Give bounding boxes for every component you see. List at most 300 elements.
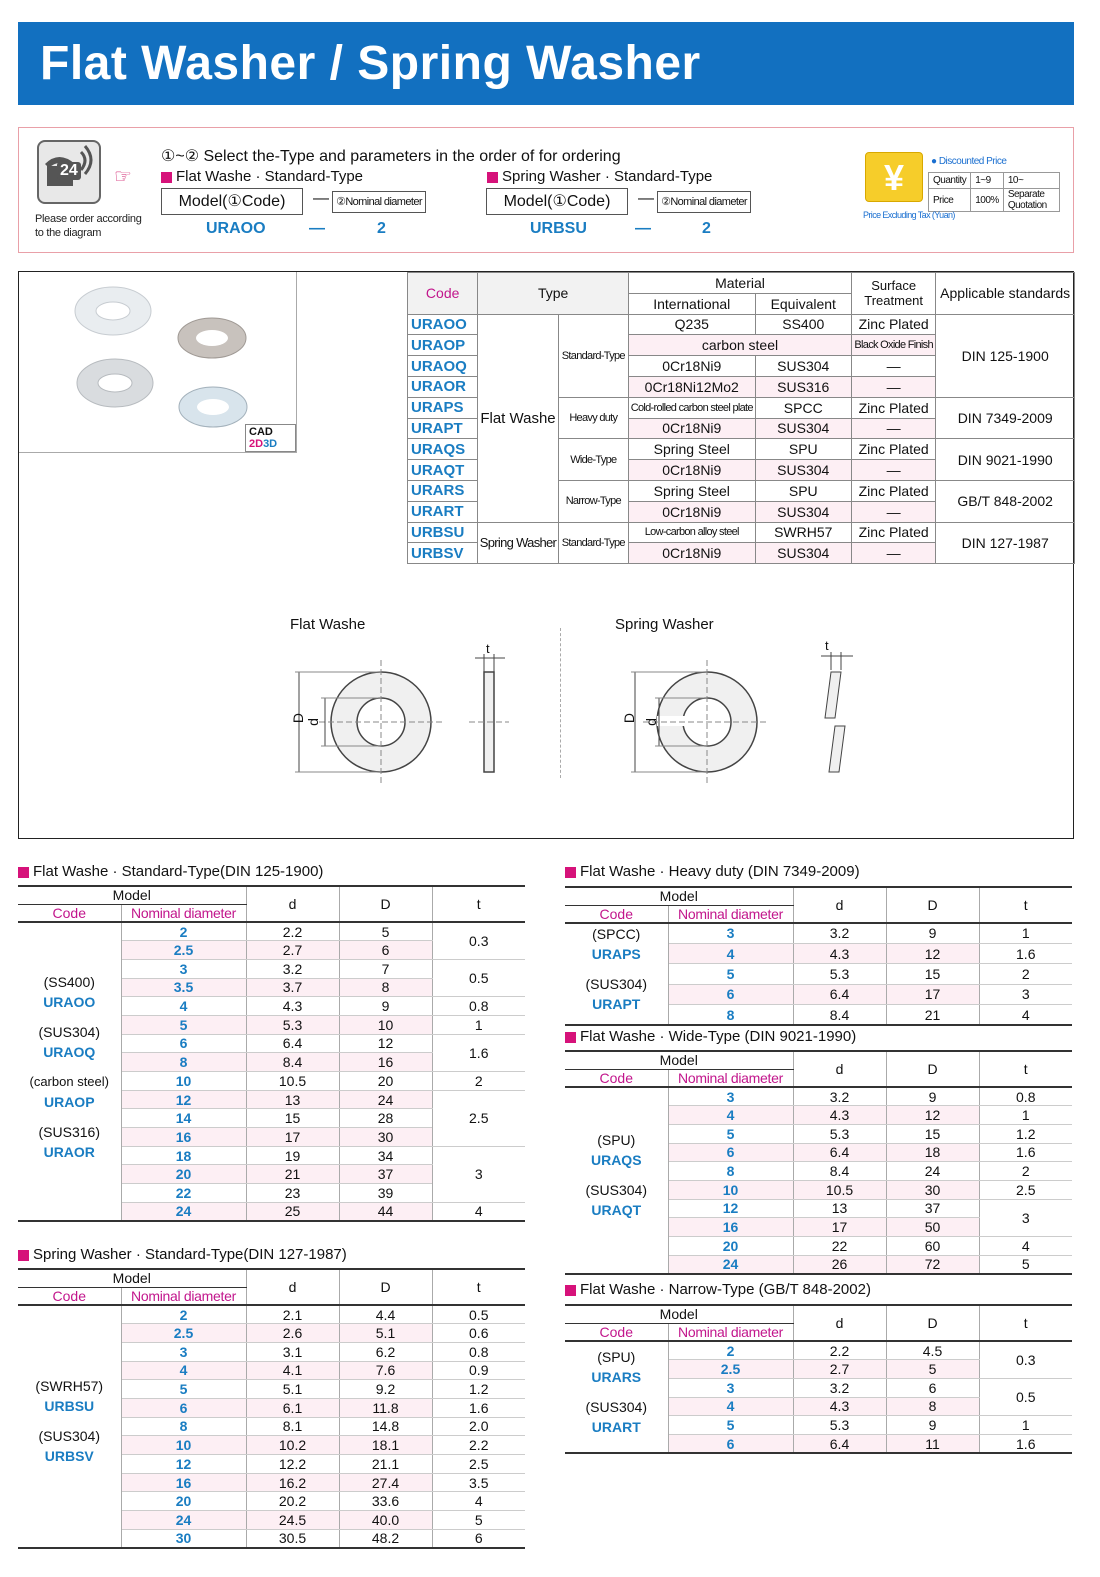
D-cell: 30: [886, 1180, 979, 1199]
nominal-cell: 8: [668, 1162, 793, 1181]
surface-cell: —: [851, 376, 935, 397]
nominal-cell: 22: [121, 1184, 246, 1203]
t-cell: 4: [432, 1202, 525, 1221]
t-cell: 1: [979, 1106, 1072, 1125]
table-header-row: [408, 273, 1075, 294]
nominal-cell: 2: [121, 1305, 246, 1324]
D-cell: 9.2: [339, 1380, 432, 1399]
section-title-narrow: Flat Washe · Narrow-Type (GB/T 848-2002): [565, 1281, 871, 1298]
t-cell: 2: [979, 964, 1072, 984]
section-title-flat-standard: Flat Washe · Standard-Type(DIN 125-1900): [18, 863, 323, 880]
nominal-cell: 5: [121, 1015, 246, 1034]
cell: Price: [929, 189, 971, 212]
d-cell: 2.1: [246, 1305, 339, 1324]
code-label: (SUS304): [585, 1182, 647, 1199]
code-label: URAPS: [591, 946, 641, 962]
code-cell: URAOQ: [408, 356, 478, 377]
t-cell: 0.6: [432, 1324, 525, 1343]
d-cell: 23: [246, 1184, 339, 1203]
d-cell: 20.2: [246, 1492, 339, 1511]
section-title-wide: Flat Washe · Wide-Type (DIN 9021-1990): [565, 1028, 856, 1045]
t-cell: 3: [432, 1146, 525, 1202]
surface-cell: Zinc Plated: [851, 439, 935, 460]
nominal-cell: 16: [668, 1218, 793, 1237]
d-cell: 17: [246, 1128, 339, 1147]
header-d: d: [793, 1051, 886, 1087]
d-cell: 5.1: [246, 1380, 339, 1399]
title-banner: [18, 22, 1074, 105]
header-d: d: [793, 887, 886, 923]
D-cell: 24: [339, 1090, 432, 1109]
section-title-spring-standard: Spring Washer · Standard-Type(DIN 127-1987): [18, 1246, 347, 1263]
cad-badge: CAD 2D3D: [245, 424, 296, 452]
discounted-price-label: ● Discounted Price: [931, 156, 1007, 167]
nominal-cell: 16: [121, 1473, 246, 1492]
dash: —: [309, 220, 325, 237]
D-cell: 9: [886, 1087, 979, 1106]
t-cell: 0.9: [432, 1361, 525, 1380]
material-cell: Low-carbon alloy steel: [628, 522, 755, 543]
code-label: (SS400): [43, 973, 95, 990]
t-cell: 1: [979, 923, 1072, 943]
nominal-cell: 8: [668, 1005, 793, 1025]
t-cell: 0.8: [979, 1087, 1072, 1106]
table-header-row: [565, 887, 1072, 905]
D-cell: 30: [339, 1128, 432, 1147]
standard-cell: GB/T 848-2002: [936, 480, 1075, 522]
spring-model-box: Model(①Code): [486, 188, 628, 215]
d-cell: 13: [793, 1199, 886, 1218]
code-table: [407, 272, 1075, 564]
table-header-row: [565, 1051, 1072, 1069]
equivalent-cell: SUS316: [755, 376, 851, 397]
table-wide: [565, 1050, 1072, 1275]
dim-t: t: [486, 641, 490, 656]
D-cell: 12: [339, 1034, 432, 1053]
spring-nominal-box: ②Nominal diameter: [657, 191, 751, 213]
t-cell: 0.3: [979, 1341, 1072, 1378]
flat-order-label: Flat Washe · Standard-Type: [161, 168, 363, 185]
standard-cell: DIN 7349-2009: [936, 397, 1075, 439]
size-row: [18, 922, 525, 941]
d-cell: 22: [793, 1237, 886, 1256]
code-cell: URAQS: [408, 439, 478, 460]
D-cell: 37: [886, 1199, 979, 1218]
code-row: [408, 522, 1075, 543]
nominal-cell: 2.5: [668, 1360, 793, 1379]
t-cell: 5: [979, 1255, 1072, 1274]
nominal-cell: 4: [121, 997, 246, 1016]
nominal-cell: 3: [121, 1342, 246, 1361]
D-cell: 14.8: [339, 1417, 432, 1436]
subtype-cell: Wide-Type: [558, 439, 628, 481]
nominal-cell: 5: [668, 1124, 793, 1143]
table-narrow: [565, 1304, 1072, 1454]
spring-order-label: Spring Washer · Standard-Type: [487, 168, 712, 185]
order-note: Please order according to the diagram: [35, 213, 142, 239]
code-label: URAOP: [43, 1093, 95, 1110]
d-cell: 8.1: [246, 1417, 339, 1436]
header-t: t: [979, 887, 1072, 923]
t-cell: 1.6: [979, 943, 1072, 963]
D-cell: 18.1: [339, 1436, 432, 1455]
header-D: D: [886, 1051, 979, 1087]
code-cell: URAQT: [408, 460, 478, 481]
header-nominal: Nominal diameter: [668, 1069, 793, 1087]
d-cell: 6.4: [246, 1034, 339, 1053]
nominal-cell: 3: [668, 1378, 793, 1397]
header-D: D: [339, 1269, 432, 1305]
t-cell: 4: [432, 1492, 525, 1511]
nominal-cell: 6: [668, 1434, 793, 1453]
product-frame: [18, 271, 1074, 839]
d-cell: 2.6: [246, 1324, 339, 1343]
material-cell: 0Cr18Ni9: [628, 543, 755, 564]
t-cell: 3: [979, 984, 1072, 1004]
code-label: (SPCC): [592, 926, 641, 942]
code-group: [565, 1341, 668, 1453]
nominal-cell: 2.5: [121, 1324, 246, 1343]
code-cell: URBSU: [408, 522, 478, 543]
D-cell: 60: [886, 1237, 979, 1256]
d-cell: 4.1: [246, 1361, 339, 1380]
D-cell: 37: [339, 1165, 432, 1184]
nominal-cell: 20: [121, 1165, 246, 1184]
code-label: URAPT: [592, 996, 641, 1012]
nominal-cell: 24: [668, 1255, 793, 1274]
d-cell: 10.2: [246, 1436, 339, 1455]
header-d: d: [246, 1269, 339, 1305]
flat-washer-drawing: [279, 640, 549, 785]
nominal-cell: 10: [121, 1072, 246, 1091]
table-header-row: [18, 1269, 525, 1287]
d-cell: 4.3: [793, 943, 886, 963]
t-cell: 1.2: [979, 1124, 1072, 1143]
surface-cell: —: [851, 356, 935, 377]
material-cell: Spring Steel: [628, 480, 755, 501]
price-table: [928, 172, 1060, 212]
D-cell: 4.4: [339, 1305, 432, 1324]
D-cell: 9: [886, 1416, 979, 1435]
nominal-cell: 5: [121, 1380, 246, 1399]
surface-cell: Zinc Plated: [851, 480, 935, 501]
dash: —: [313, 190, 329, 207]
code-group: [18, 1305, 121, 1548]
header-model: Model: [565, 1305, 793, 1323]
nominal-cell: 5: [668, 1416, 793, 1435]
D-cell: 6: [339, 941, 432, 960]
D-cell: 44: [339, 1202, 432, 1221]
code-label: (SUS304): [585, 1399, 647, 1416]
code-cell: URARS: [408, 480, 478, 501]
t-cell: 6: [432, 1529, 525, 1548]
t-cell: 3: [979, 1199, 1072, 1236]
D-cell: 21.1: [339, 1455, 432, 1474]
type-flat: Flat Washe: [478, 314, 558, 522]
equivalent-cell: SPU: [755, 439, 851, 460]
table-flat-standard: [18, 885, 525, 1222]
D-cell: 15: [886, 964, 979, 984]
material-cell: 0Cr18Ni12Mo2: [628, 376, 755, 397]
code-label: URBSV: [44, 1448, 94, 1465]
divider: [560, 628, 561, 778]
d-cell: 25: [246, 1202, 339, 1221]
table-header-row: [18, 886, 525, 904]
D-cell: 10: [339, 1015, 432, 1034]
code-cell: URAOR: [408, 376, 478, 397]
header-d: d: [246, 886, 339, 922]
nominal-cell: 3: [121, 959, 246, 978]
code-label: URAQS: [590, 1152, 642, 1169]
d-cell: 4.3: [793, 1106, 886, 1125]
cell: 1~9: [971, 173, 1004, 189]
header-model: Model: [18, 1269, 246, 1287]
t-cell: 2: [979, 1162, 1072, 1181]
product-image: [19, 272, 297, 453]
code-label: (SUS316): [38, 1123, 100, 1140]
table-heavy: [565, 886, 1072, 1026]
d-cell: 30.5: [246, 1529, 339, 1548]
D-cell: 6.2: [339, 1342, 432, 1361]
code-label: (SPU): [597, 1132, 636, 1149]
nominal-cell: 6: [121, 1398, 246, 1417]
D-cell: 12: [886, 1106, 979, 1125]
d-cell: 3.2: [793, 1087, 886, 1106]
order-step-text: ①~② Select the-Type and parameters in the order of for ordering: [161, 148, 621, 165]
size-row: [565, 923, 1072, 943]
nominal-cell: 6: [668, 1143, 793, 1162]
section-title-heavy: Flat Washe · Heavy duty (DIN 7349-2009): [565, 863, 860, 880]
t-cell: 0.8: [432, 997, 525, 1016]
material-cell: 0Cr18Ni9: [628, 418, 755, 439]
d-cell: 2.7: [246, 941, 339, 960]
header-code: Code: [599, 905, 633, 922]
d-cell: 8.4: [793, 1162, 886, 1181]
code-label: URAOQ: [43, 1043, 96, 1060]
dim-d: d: [642, 718, 659, 726]
D-cell: 11.8: [339, 1398, 432, 1417]
nominal-cell: 4: [121, 1361, 246, 1380]
code-label: (SWRH57): [35, 1378, 104, 1395]
d-cell: 21: [246, 1165, 339, 1184]
D-cell: 7.6: [339, 1361, 432, 1380]
code-label: (SUS304): [585, 976, 647, 992]
equivalent-cell: SS400: [755, 314, 851, 335]
t-cell: 1: [432, 1015, 525, 1034]
equivalent-cell: SUS304: [755, 543, 851, 564]
code-label: (carbon steel): [29, 1073, 109, 1089]
D-cell: 72: [886, 1255, 979, 1274]
D-cell: 34: [339, 1146, 432, 1165]
subtype-cell: Heavy duty: [558, 397, 628, 439]
spring-washer-drawing: [609, 640, 869, 785]
header-type: Type: [478, 273, 629, 315]
nominal-cell: 16: [121, 1128, 246, 1147]
code-label: URAOO: [43, 993, 96, 1010]
flat-value-example: 2: [377, 220, 386, 237]
nominal-cell: 4: [668, 1397, 793, 1416]
d-cell: 2.2: [793, 1341, 886, 1360]
d-cell: 10.5: [793, 1180, 886, 1199]
spring-value-example: 2: [702, 220, 711, 237]
material-cell: 0Cr18Ni9: [628, 460, 755, 481]
D-cell: 16: [339, 1053, 432, 1072]
d-cell: 12.2: [246, 1455, 339, 1474]
header-nominal: Nominal diameter: [668, 905, 793, 923]
d-cell: 2.2: [246, 922, 339, 941]
equivalent-cell: SWRH57: [755, 522, 851, 543]
material-cell: Spring Steel: [628, 439, 755, 460]
code-cell: URAOO: [408, 314, 478, 335]
d-cell: 17: [793, 1218, 886, 1237]
code-label: URART: [591, 1419, 641, 1436]
code-cell: URAPS: [408, 397, 478, 418]
nominal-cell: 12: [121, 1090, 246, 1109]
t-cell: 0.8: [432, 1342, 525, 1361]
d-cell: 8.4: [246, 1053, 339, 1072]
equivalent-cell: SPCC: [755, 397, 851, 418]
nominal-cell: 4: [668, 1106, 793, 1125]
header-nominal: Nominal diameter: [121, 1287, 246, 1305]
nominal-cell: 20: [668, 1237, 793, 1256]
material-cell: 0Cr18Ni9: [628, 501, 755, 522]
header-material: Material: [628, 273, 851, 294]
pointing-hand-icon: ☞: [114, 166, 132, 188]
D-cell: 20: [339, 1072, 432, 1091]
D-cell: 8: [886, 1397, 979, 1416]
nominal-cell: 6: [121, 1034, 246, 1053]
nominal-cell: 3: [668, 923, 793, 943]
d-cell: 3.7: [246, 978, 339, 997]
code-group: [565, 1087, 668, 1274]
table-header-row: [565, 1305, 1072, 1323]
code-cell: URART: [408, 501, 478, 522]
header-nominal: Nominal diameter: [668, 1323, 793, 1341]
equivalent-cell: SPU: [755, 480, 851, 501]
d-cell: 3.2: [793, 923, 886, 943]
d-cell: 5.3: [793, 1124, 886, 1143]
code-cell: URAPT: [408, 418, 478, 439]
code-label: URAQT: [591, 1202, 642, 1219]
D-cell: 9: [886, 923, 979, 943]
t-cell: 0.5: [432, 1305, 525, 1324]
type-spring: Spring Washer: [478, 522, 558, 564]
price-tax-note: Price Excluding Tax (Yuan): [863, 210, 955, 220]
surface-cell: Black Oxide Finish: [851, 335, 935, 356]
spring-drawing-title: Spring Washer: [615, 616, 714, 633]
t-cell: 1.2: [432, 1380, 525, 1399]
yen-icon: ¥: [865, 152, 923, 202]
d-cell: 5.3: [793, 1416, 886, 1435]
nominal-cell: 3: [668, 1087, 793, 1106]
d-cell: 6.4: [793, 984, 886, 1004]
t-cell: 3.5: [432, 1473, 525, 1492]
header-nominal: Nominal diameter: [121, 904, 246, 922]
D-cell: 27.4: [339, 1473, 432, 1492]
code-label: URAOR: [43, 1143, 95, 1160]
D-cell: 50: [886, 1218, 979, 1237]
material-cell: 0Cr18Ni9: [628, 356, 755, 377]
d-cell: 13: [246, 1090, 339, 1109]
header-standards: Applicable standards: [936, 273, 1075, 315]
t-cell: 2.2: [432, 1436, 525, 1455]
subtype-cell: Standard-Type: [558, 522, 628, 564]
D-cell: 11: [886, 1434, 979, 1453]
d-cell: 10.5: [246, 1072, 339, 1091]
header-surface: Surface Treatment: [851, 273, 935, 315]
nominal-cell: 10: [668, 1180, 793, 1199]
dash: —: [635, 220, 651, 237]
subtype-cell: Standard-Type: [558, 314, 628, 397]
header-d: d: [793, 1305, 886, 1341]
nominal-cell: 6: [668, 984, 793, 1004]
cell: Quantity: [929, 173, 971, 189]
code-label: (SUS304): [38, 1023, 100, 1040]
d-cell: 5.3: [793, 964, 886, 984]
surface-cell: —: [851, 460, 935, 481]
nominal-cell: 18: [121, 1146, 246, 1165]
d-cell: 19: [246, 1146, 339, 1165]
d-cell: 3.1: [246, 1342, 339, 1361]
t-cell: 1.6: [432, 1398, 525, 1417]
surface-cell: Zinc Plated: [851, 522, 935, 543]
nominal-cell: 12: [121, 1455, 246, 1474]
d-cell: 6.4: [793, 1143, 886, 1162]
D-cell: 18: [886, 1143, 979, 1162]
d-cell: 3.2: [793, 1378, 886, 1397]
t-cell: 0.5: [432, 959, 525, 996]
nominal-cell: 30: [121, 1529, 246, 1548]
nominal-cell: 20: [121, 1492, 246, 1511]
d-cell: 5.3: [246, 1015, 339, 1034]
header-code: Code: [599, 1323, 633, 1340]
D-cell: 15: [886, 1124, 979, 1143]
equivalent-cell: SUS304: [755, 356, 851, 377]
nominal-cell: 2: [121, 922, 246, 941]
size-row: [565, 1341, 1072, 1360]
material-cell: Cold-rolled carbon steel plate: [628, 397, 755, 418]
D-cell: 21: [886, 1005, 979, 1025]
cell: 10~: [1003, 173, 1059, 189]
nominal-cell: 4: [668, 943, 793, 963]
flat-nominal-box: ②Nominal diameter: [332, 191, 426, 213]
t-cell: 5: [432, 1511, 525, 1530]
flat-model-box: Model(①Code): [161, 188, 303, 215]
d-cell: 4.3: [246, 997, 339, 1016]
D-cell: 6: [886, 1378, 979, 1397]
D-cell: 24: [886, 1162, 979, 1181]
D-cell: 7: [339, 959, 432, 978]
surface-cell: —: [851, 543, 935, 564]
nominal-cell: 2: [668, 1341, 793, 1360]
D-cell: 12: [886, 943, 979, 963]
ordering-guide: [18, 127, 1074, 253]
header-model: Model: [565, 887, 793, 905]
surface-cell: —: [851, 418, 935, 439]
D-cell: 5.1: [339, 1324, 432, 1343]
code-label: URARS: [591, 1369, 642, 1386]
d-cell: 2.7: [793, 1360, 886, 1379]
nominal-cell: 3.5: [121, 978, 246, 997]
spring-code-example: URBSU: [530, 220, 587, 237]
nominal-cell: 10: [121, 1436, 246, 1455]
nominal-cell: 24: [121, 1202, 246, 1221]
code-group: [565, 923, 668, 1025]
D-cell: 4.5: [886, 1341, 979, 1360]
standard-cell: DIN 125-1900: [936, 314, 1075, 397]
equivalent-cell: SUS304: [755, 460, 851, 481]
header-international: International: [628, 293, 755, 314]
